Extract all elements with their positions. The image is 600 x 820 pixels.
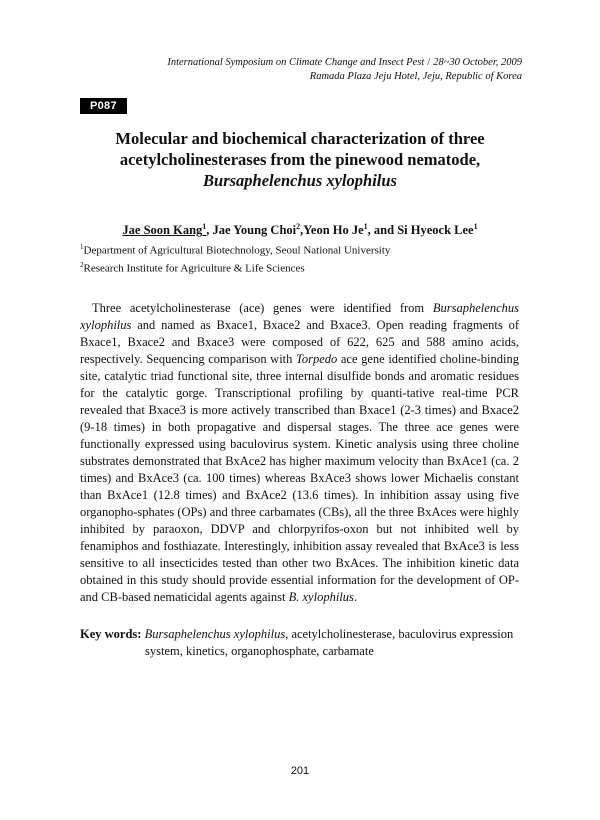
keywords-label: Key words: <box>80 627 142 641</box>
affiliation-mark: 1 <box>80 243 84 251</box>
header-line-2: Ramada Plaza Jeju Hotel, Jeju, Republic of Korea <box>309 71 522 82</box>
abstract-species-name: B. xylophilus <box>288 590 354 604</box>
affiliation-text: Department of Agricultural Biotechnology, Seoul National University <box>83 244 391 257</box>
abstract-text: Three acetylcholinesterase (ace) genes were identified from <box>92 301 433 315</box>
author-separator: , <box>300 223 304 238</box>
abstract-text: ace gene identified choline-binding site, catalytic triad functional site, three internal disulfide bonds and aromatic residues for the catalytic gorge. Transcriptional profiling by quanti-tative real-time PCR revealed that Bxace3 is more actively transcribed than Bxace1 (2-3 times) and Bxace2 (9-18 times) in both propagative and dispersal stages. The three ace genes were functionally expressed using baculovirus system. Kinetic analysis using three choline substrates demonstrated that BxAce2 has higher maximum velocity than BxAce1 (ca. 2 times) and BxAce3 (ca. 100 times) whereas BxAce3 shows lower Michaelis constant than BxAce1 (12.8 times) and BxAce2 (13.6 times). In inhibition assay using five organopho-sphates (OPs) and three carbamates (CBs), all the three BxAces were highly inhibited by paraoxon, DDVP and chlorpyrifos-oxon but not inhibited well by fenamiphos and fosthiazate. Interestingly, inhibition assay revealed that BxAce3 is less sensitive to all insecticides tested than other two BxAces. The inhibition kinetic data obtained in this study should provide essential information for the development of OP- and CB-based nematicidal agents against <box>80 352 520 604</box>
affiliation-list <box>80 240 520 275</box>
author-affiliation-mark: 2 <box>296 222 301 231</box>
author-name: Jae Soon Kang$^1$ <box>122 222 207 238</box>
title-line-3: Bursaphelenchus xylophilus <box>203 171 397 190</box>
keywords <box>80 626 520 660</box>
conference-header <box>52 56 522 84</box>
author-affiliation-mark: 1 <box>202 222 207 231</box>
author-affiliation-mark: 1 <box>363 222 368 231</box>
author-list <box>80 219 520 238</box>
author-separator: , and <box>367 223 398 238</box>
header-line-1 <box>52 56 522 70</box>
abstract-text: . <box>353 590 358 604</box>
affiliation-item <box>80 240 520 258</box>
title-line-1: Molecular and biochemical characterization of three <box>115 129 485 148</box>
affiliation-mark: 2 <box>80 260 84 269</box>
header-dates: 28~30 October, 2009 <box>433 57 522 68</box>
author-separator: , <box>206 223 213 238</box>
keyword-species: Bursaphelenchus xylophilus <box>144 627 286 641</box>
affiliation-item <box>80 258 520 276</box>
paper-title <box>80 128 520 191</box>
author-name: Jae Young Choi <box>212 223 297 238</box>
author-name: Yeon Ho Je <box>303 223 364 238</box>
affiliation-text: Research Institute for Agriculture & Life Sciences <box>83 262 305 275</box>
poster-id-badge: P087 <box>80 98 127 114</box>
keywords-list: , acetylcholinesterase, baculovirus expression system, kinetics, organophosphate, carbamate <box>145 627 514 658</box>
abstract-text: and named as Bxace1, Bxace2 and Bxace3. Open reading fragments of Bxace1, Bxace2 and Bxace3 were composed of 622, 625 and 588 amino acids, respectively. Sequencing comparison with <box>80 318 519 366</box>
author-affiliation-mark: 1 <box>473 222 478 231</box>
author-name: Si Hyeock Lee <box>397 223 474 238</box>
abstract-species-name: Bursaphelenchus xylophilus <box>80 301 519 332</box>
header-separator: / <box>427 57 431 68</box>
page-number: 201 <box>290 765 310 777</box>
title-line-2: acetylcholinesterases from the pinewood nematode, <box>119 150 481 169</box>
header-conference-name: International Symposium on Climate Change and Insect Pest <box>167 57 425 68</box>
abstract-body <box>80 300 519 606</box>
abstract-genus-name: Torpedo <box>296 352 338 366</box>
